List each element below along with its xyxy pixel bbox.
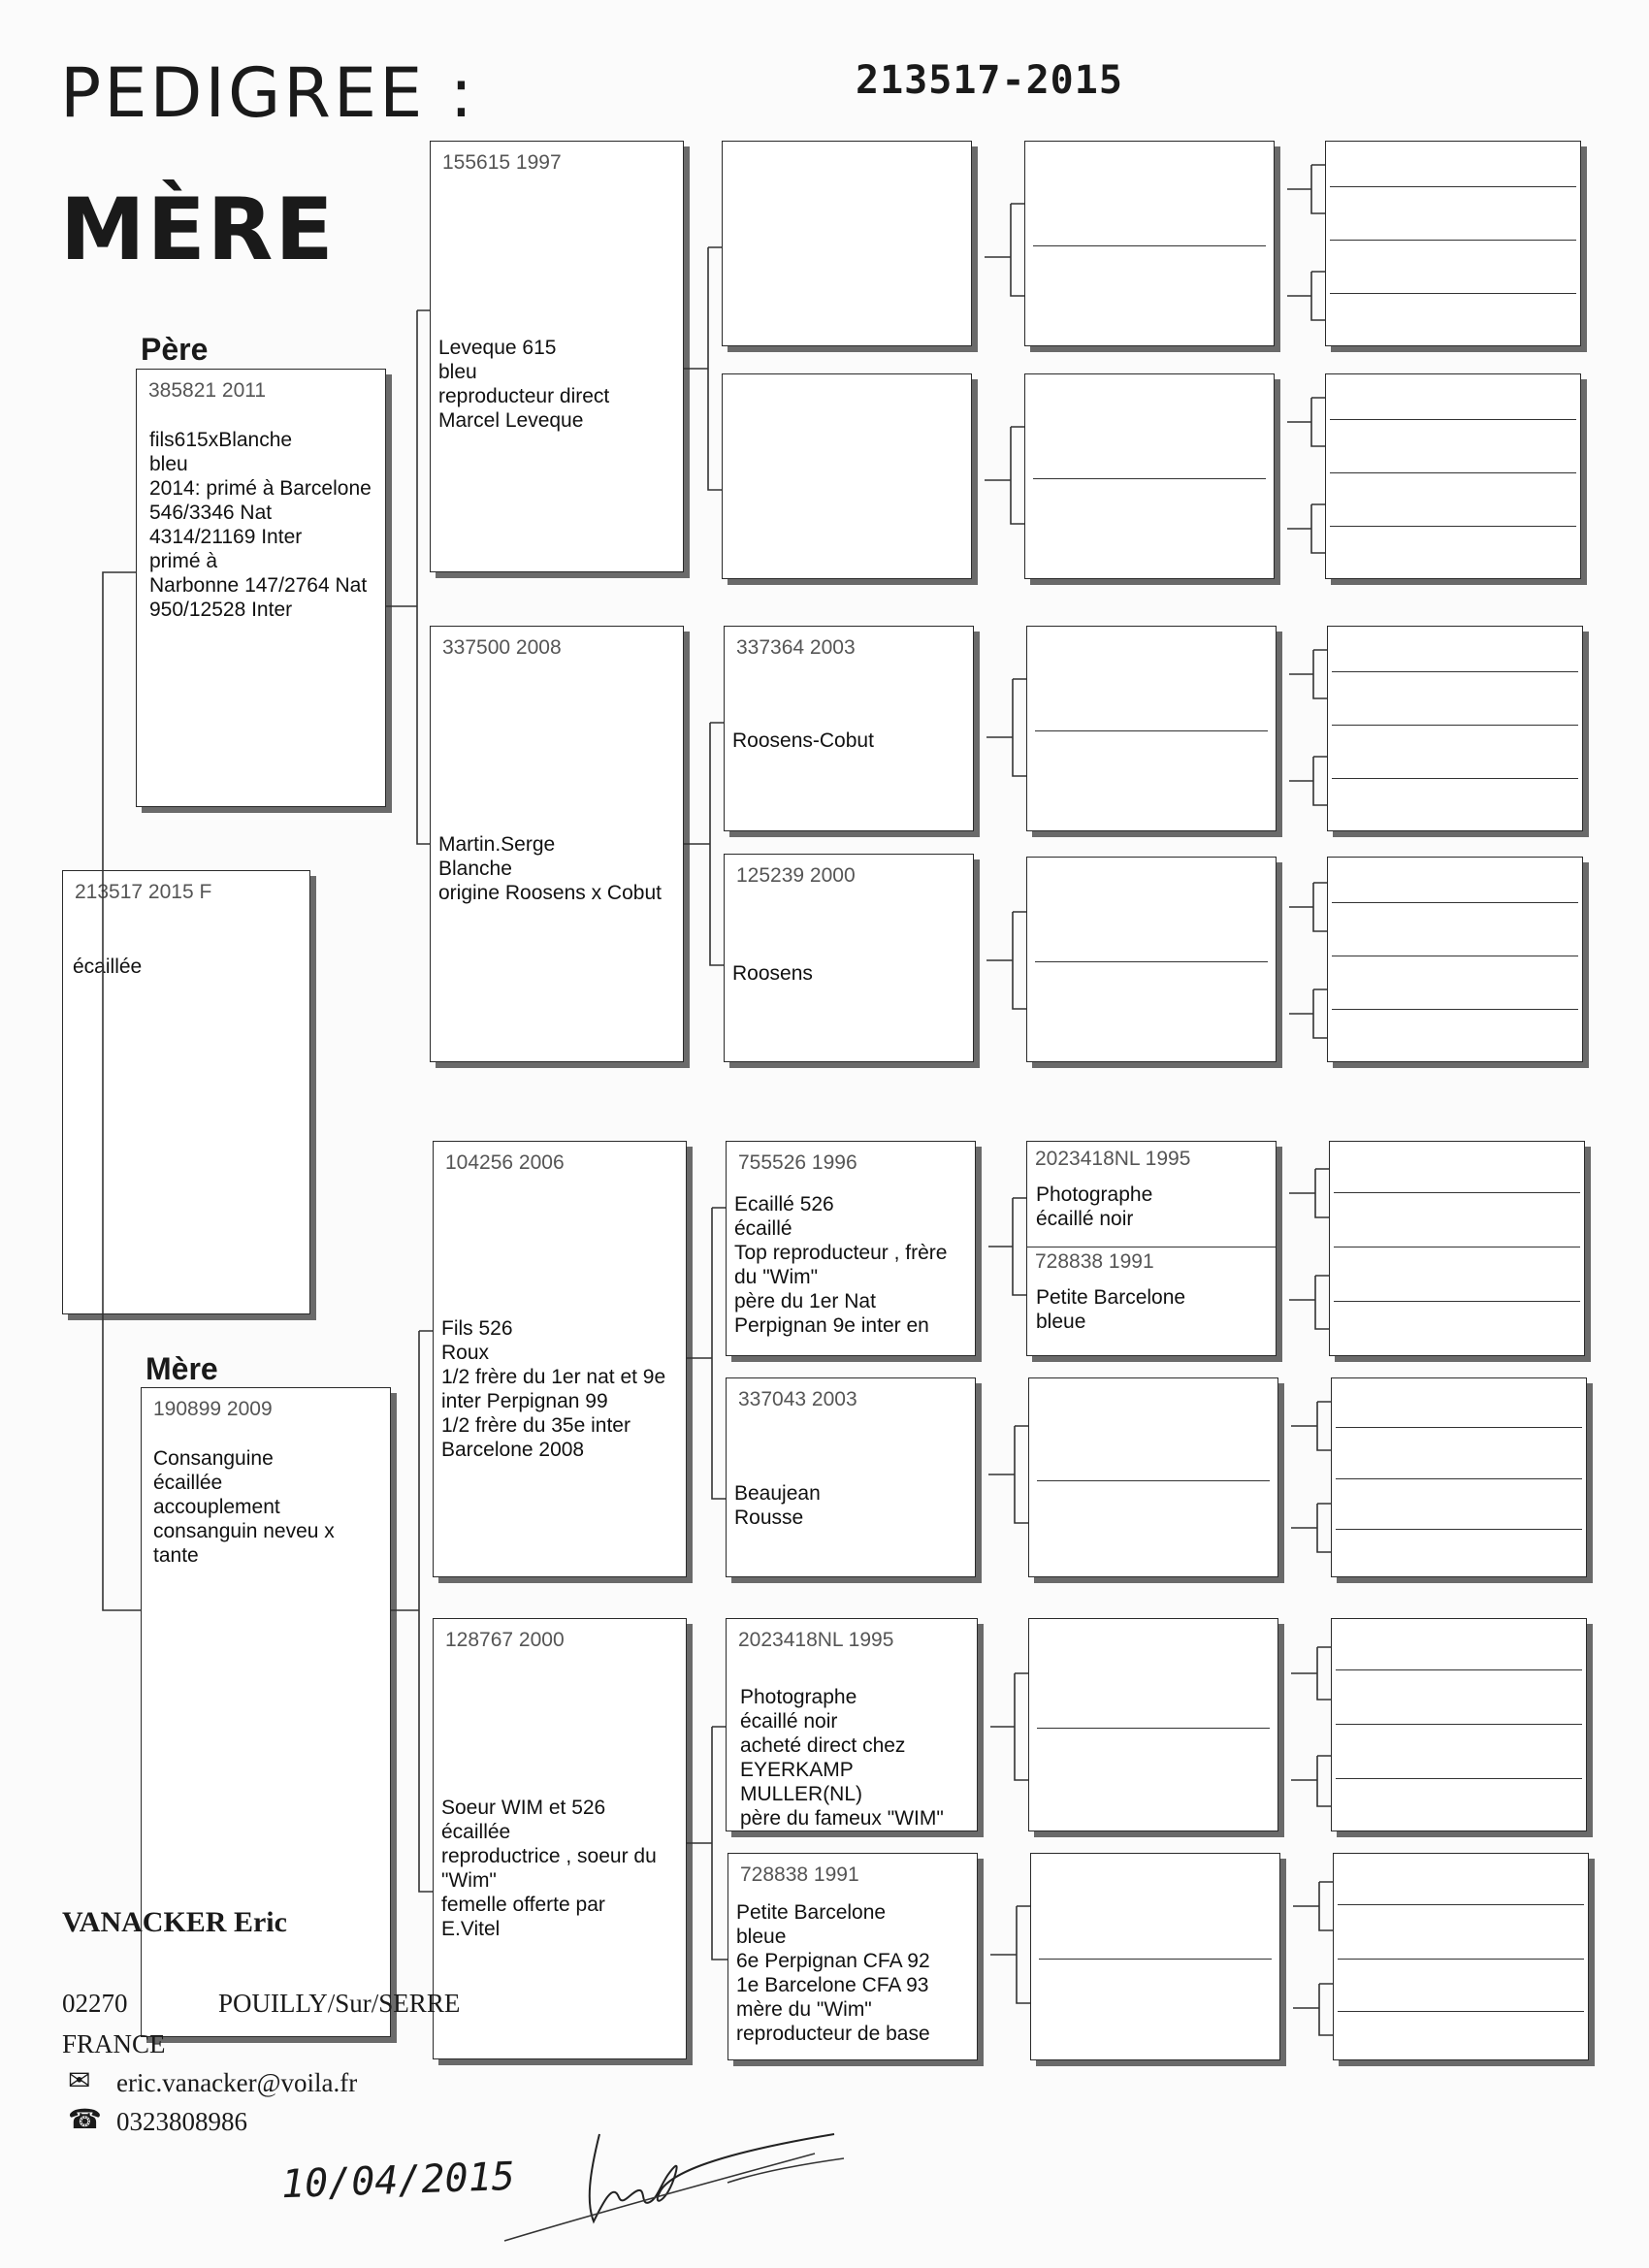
gen3-sdd-id: 125239 2000 bbox=[736, 864, 856, 887]
owner-country: FRANCE bbox=[62, 2029, 166, 2058]
gen2-sire-sire-text: Leveque 615 bleu reproducteur direct Marcel Leveque bbox=[438, 337, 610, 432]
dam-id: 190899 2009 bbox=[153, 1398, 273, 1420]
dam-text: Consanguine écaillée accouplement consanguin neveu x tante bbox=[153, 1447, 335, 1567]
gen4-dssd-text: Petite Barcelone bleue bbox=[1036, 1286, 1186, 1333]
gen2-dam-sire-text: Fils 526 Roux 1/2 frère du 1er nat et 9e inter Perpignan 99 1/2 frère du 35e inter Barcelone 2008 bbox=[441, 1317, 666, 1461]
gen3-ddd-text: Petite Barcelone bleue 6e Perpignan CFA 92 1e Barcelone CFA 93 mère du "Wim" reproducteur de base bbox=[736, 1901, 930, 2045]
owner-name: VANACKER Eric bbox=[62, 1906, 287, 1938]
owner-email[interactable]: eric.vanacker@voila.fr bbox=[116, 2068, 358, 2097]
pedigree-number: 213517-2015 bbox=[856, 58, 1123, 103]
gen3-sds-text: Roosens-Cobut bbox=[732, 729, 874, 752]
sire-id: 385821 2011 bbox=[148, 379, 267, 402]
gen2-dam-dam-id: 128767 2000 bbox=[445, 1629, 565, 1651]
gen2-sire-dam-id: 337500 2008 bbox=[442, 636, 562, 659]
subject-id: 213517 2015 F bbox=[75, 881, 212, 903]
gen3-dsd-id: 337043 2003 bbox=[738, 1388, 857, 1410]
page-title: PEDIGREE : bbox=[60, 53, 476, 133]
gen4-dsss-id: 2023418NL 1995 bbox=[1035, 1148, 1191, 1170]
envelope-icon: ✉ bbox=[68, 2065, 91, 2095]
owner-phone: 0323808986 bbox=[116, 2107, 247, 2136]
gen3-dsd-text: Beaujean Rousse bbox=[734, 1482, 821, 1529]
sire-text: fils615xBlanche bleu 2014: primé à Barcelone 546/3346 Nat 4314/21169 Inter primé à Narbonne 147/2764 Nat 950/12528 Inter bbox=[149, 429, 372, 621]
subject-text: écaillée bbox=[73, 956, 143, 978]
gen2-sire-sire-id: 155615 1997 bbox=[442, 151, 562, 174]
signature bbox=[485, 2115, 854, 2251]
sire-label: Père bbox=[141, 332, 209, 367]
gen2-dam-dam-text: Soeur WIM et 526 écaillée reproductrice , soeur du "Wim" femelle offerte par E.Vitel bbox=[441, 1797, 657, 1940]
handwritten-date: 10/04/2015 bbox=[280, 2154, 516, 2208]
gen2-dam-sire-id: 104256 2006 bbox=[445, 1151, 565, 1174]
gen2-sire-dam-text: Martin.Serge Blanche origine Roosens x Cobut bbox=[438, 833, 662, 904]
gen3-ddd-id: 728838 1991 bbox=[740, 1863, 859, 1886]
gen3-dds-id: 2023418NL 1995 bbox=[738, 1629, 894, 1651]
gen3-dss-text: Ecaillé 526 écaillé Top reproducteur , frère du "Wim" père du 1er Nat Perpignan 9e inter en bbox=[734, 1193, 948, 1337]
gen3-sds-id: 337364 2003 bbox=[736, 636, 856, 659]
gen3-dss-id: 755526 1996 bbox=[738, 1151, 857, 1174]
subject-role-heading: MÈRE bbox=[60, 179, 336, 279]
owner-postcode: 02270 bbox=[62, 1989, 128, 2018]
dam-label: Mère bbox=[146, 1351, 218, 1386]
owner-city: POUILLY/Sur/SERRE bbox=[218, 1989, 461, 2018]
gen4-dsss-text: Photographe écaillé noir bbox=[1036, 1183, 1153, 1230]
gen4-dssd-id: 728838 1991 bbox=[1035, 1250, 1154, 1273]
gen3-dds-text: Photographe écaillé noir acheté direct chez EYERKAMP MULLER(NL) père du fameux "WIM" bbox=[740, 1686, 944, 1830]
gen3-sdd-text: Roosens bbox=[732, 962, 813, 985]
telephone-icon: ☎ bbox=[68, 2104, 102, 2134]
